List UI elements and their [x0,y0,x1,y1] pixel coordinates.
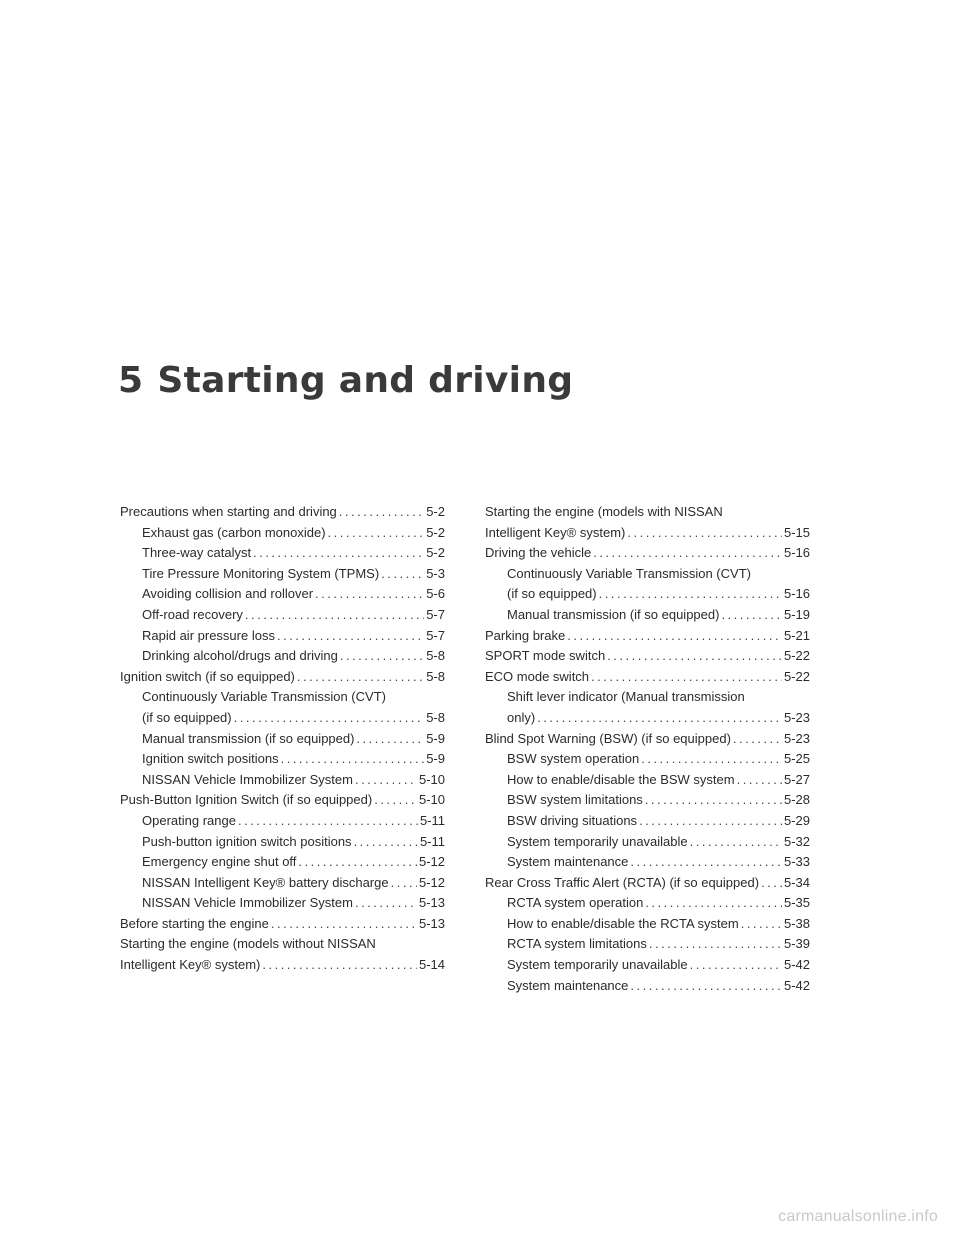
toc-dot-leader [374,790,417,811]
toc-entry[interactable] [485,852,810,873]
toc-entry-title: Manual transmission (if so equipped) [142,730,355,746]
toc-entry-title: Before starting the engine [120,915,269,931]
toc-entry[interactable] [120,667,445,688]
toc-entry-page: 5-10 [418,792,445,808]
toc-dot-leader [277,626,424,647]
toc-entry-title: Blind Spot Warning (BSW) (if so equipped) [485,730,731,746]
toc-dot-leader [733,729,782,750]
toc-entry-title: Tire Pressure Monitoring System (TPMS) [142,565,380,581]
toc-entry-title: Continuously Variable Transmission (CVT) [507,565,751,581]
toc-entry[interactable] [485,873,810,894]
toc-entry-title: Rapid air pressure loss [142,627,275,643]
toc-dot-leader [567,626,782,647]
toc-entry-title: System maintenance [507,854,629,870]
toc-entry[interactable] [485,523,810,544]
toc-entry[interactable] [120,893,445,914]
toc-entry-page: 5-35 [783,895,810,911]
toc-entry[interactable] [485,811,810,832]
toc-entry[interactable] [120,770,445,791]
toc-entry-title: System temporarily unavailable [507,957,688,973]
toc-dot-leader [721,605,782,626]
toc-entry-page: 5-27 [783,771,810,787]
toc-entry-page: 5-15 [783,524,810,540]
toc-entry[interactable] [120,790,445,811]
toc-dot-leader [599,584,782,605]
toc-dot-leader [649,934,782,955]
toc-entry-page: 5-13 [418,915,445,931]
toc-entry-title: NISSAN Vehicle Immobilizer System [142,895,353,911]
footer-watermark: carmanualsonline.info [778,1208,938,1225]
toc-entry-page: 5-2 [426,504,445,519]
toc-dot-leader [253,543,424,564]
toc-entry[interactable] [485,708,810,729]
toc-dot-leader [607,646,782,667]
toc-entry-page: 5-42 [783,957,810,973]
toc-entry-title: Ignition switch positions [142,751,279,767]
toc-entry-title: Drinking alcohol/drugs and driving [142,648,338,664]
toc-entry-page: 5-22 [783,648,810,664]
toc-entry[interactable] [120,934,445,955]
toc-column-right [485,502,810,996]
toc-entry-page: 5-7 [426,627,445,643]
toc-dot-leader [328,523,425,544]
toc-entry[interactable] [485,564,810,585]
toc-entry-page: 5-6 [426,586,445,602]
toc-entry[interactable] [485,955,810,976]
toc-entry[interactable] [120,523,445,544]
toc-entry-title: (if so equipped) [142,709,232,725]
toc-dot-leader [641,749,782,770]
toc-entry-page: 5-13 [418,895,445,911]
toc-dot-leader [630,976,782,997]
toc-dot-leader [355,770,417,791]
toc-dot-leader [537,708,782,729]
toc-entry[interactable] [120,564,445,585]
toc-entry-title: Exhaust gas (carbon monoxide) [142,524,326,540]
toc-entry-page: 5-16 [783,586,810,602]
toc-entry[interactable] [485,626,810,647]
toc-entry[interactable] [120,626,445,647]
toc-entry-title: System maintenance [507,977,629,993]
toc-entry-title: Precautions when starting and driving [120,504,337,519]
toc-entry[interactable] [485,687,810,708]
toc-entry-title: Shift lever indicator (Manual transmission [507,689,745,705]
toc-entry[interactable] [120,584,445,605]
toc-dot-leader [690,832,782,853]
toc-entry-title: NISSAN Vehicle Immobilizer System [142,771,353,787]
toc-entry[interactable] [485,934,810,955]
toc-entry-title: Starting the engine (models with NISSAN [485,504,723,519]
toc-entry-title: Driving the vehicle [485,545,592,561]
toc-dot-leader [315,584,424,605]
toc-entry[interactable] [485,605,810,626]
toc-dot-leader [238,811,418,832]
toc-entry-page: 5-34 [783,874,810,890]
toc-entry-page: 5-25 [783,751,810,767]
toc-entry-page: 5-29 [783,812,810,828]
toc-dot-leader [262,955,417,976]
toc-dot-leader [340,646,424,667]
toc-entry[interactable] [485,976,810,997]
toc-entry-page: 5-8 [426,648,445,664]
toc-dot-leader [391,873,417,894]
toc-entry-page: 5-16 [783,545,810,561]
toc-entry[interactable] [485,729,810,750]
toc-entry-page: 5-38 [783,915,810,931]
toc-entry[interactable] [120,708,445,729]
toc-entry-title: Starting the engine (models without NISSAN [120,936,376,952]
toc-entry-page: 5-21 [783,627,810,643]
toc-dot-leader [234,708,425,729]
toc-entry[interactable] [120,729,445,750]
toc-dot-leader [591,667,782,688]
toc-entry-page: 5-10 [418,771,445,787]
toc-dot-leader [298,852,417,873]
chapter-title [118,360,573,401]
toc-dot-leader [245,605,424,626]
toc-entry-title: BSW system operation [507,751,640,767]
toc-entry-title: ECO mode switch [485,668,590,684]
toc-entry-title: NISSAN Intelligent Key® battery discharge [142,874,389,890]
toc-entry-title: Rear Cross Traffic Alert (RCTA) (if so equipped) [485,874,760,890]
toc-dot-leader [281,749,425,770]
toc-entry-title: Manual transmission (if so equipped) [507,606,720,622]
toc-dot-leader [761,873,782,894]
toc-entry-title: Three-way catalyst [142,545,252,561]
toc-entry[interactable] [120,543,445,564]
toc-entry-title: Intelligent Key® system) [485,524,626,540]
toc-entry-page: 5-8 [426,709,445,725]
toc-entry[interactable] [120,502,445,523]
toc-entry[interactable] [120,605,445,626]
toc-entry[interactable] [485,502,810,523]
toc-entry-title: Avoiding collision and rollover [142,586,314,602]
toc-entry-page: 5-39 [783,936,810,952]
toc-entry[interactable] [485,584,810,605]
toc-entry[interactable] [485,667,810,688]
toc-entry-title: Continuously Variable Transmission (CVT) [142,689,386,705]
toc-dot-leader [627,523,782,544]
toc-entry-title: Push-Button Ignition Switch (if so equipped) [120,792,373,808]
toc-entry[interactable] [485,543,810,564]
toc-entry-title: RCTA system limitations [507,936,647,952]
toc-entry-page: 5-12 [418,874,445,890]
toc-dot-leader [381,564,424,585]
toc-entry[interactable] [120,687,445,708]
toc-entry[interactable] [485,646,810,667]
toc-entry-title: (if so equipped) [507,586,597,602]
toc-entry-page: 5-3 [426,565,445,581]
toc-dot-leader [297,667,424,688]
toc-entry-page: 5-7 [426,606,445,622]
toc-entry-page: 5-11 [419,833,445,849]
toc-entry-page: 5-2 [426,524,445,540]
toc-entry-page: 5-9 [426,751,445,767]
toc-entry[interactable] [120,914,445,935]
toc-dot-leader [645,893,782,914]
toc-entry-title: Off-road recovery [142,606,243,622]
toc-entry-title: Emergency engine shut off [142,854,297,870]
toc-entry-page: 5-23 [783,730,810,746]
toc-entry-title: Operating range [142,812,236,828]
toc-entry[interactable] [120,832,445,853]
toc-entry-page: 5-22 [783,668,810,684]
toc-dot-leader [339,502,424,523]
toc-entry-page: 5-11 [419,812,445,828]
toc-entry-page: 5-9 [426,730,445,746]
toc-entry-page: 5-33 [783,854,810,870]
toc-entry-title: only) [507,709,536,725]
toc-entry[interactable] [485,770,810,791]
toc-entry-page: 5-14 [418,957,445,973]
toc-entry-page: 5-42 [783,977,810,993]
toc-dot-leader [354,832,418,853]
toc-entry-page: 5-23 [783,709,810,725]
toc-dot-leader [690,955,782,976]
toc-entry[interactable] [485,749,810,770]
toc-dot-leader [741,914,782,935]
toc-entry-page: 5-2 [426,545,445,561]
chapter-name: Starting and driving [157,360,574,401]
toc-dot-leader [593,543,782,564]
toc-entry[interactable] [120,646,445,667]
toc-entry[interactable] [120,852,445,873]
toc-entry[interactable] [120,873,445,894]
toc-entry-page: 5-28 [783,792,810,808]
toc-dot-leader [737,770,782,791]
toc-dot-leader [639,811,782,832]
toc-entry-page: 5-19 [783,606,810,622]
toc-entry[interactable] [485,832,810,853]
toc-entry-title: Parking brake [485,627,566,643]
toc-entry-page: 5-32 [783,833,810,849]
toc-entry-title: BSW driving situations [507,812,638,828]
chapter-number: 5 [118,360,144,401]
toc-entry[interactable] [485,790,810,811]
toc-entry-title: SPORT mode switch [485,648,606,664]
toc-dot-leader [356,729,424,750]
toc-entry-title: Intelligent Key® system) [120,957,261,973]
toc-column-left [120,502,445,976]
toc-entry[interactable] [120,811,445,832]
toc-dot-leader [630,852,782,873]
toc-dot-leader [355,893,417,914]
toc-entry-title: BSW system limitations [507,792,643,808]
toc-dot-leader [271,914,417,935]
toc-dot-leader [645,790,782,811]
toc-entry-page: 5-12 [418,854,445,870]
toc-entry[interactable] [485,914,810,935]
toc-entry-page: 5-8 [426,668,445,684]
toc-entry-title: Ignition switch (if so equipped) [120,668,295,684]
toc-entry-title: How to enable/disable the RCTA system [507,915,739,931]
toc-entry[interactable] [120,955,445,976]
toc-entry-title: System temporarily unavailable [507,833,688,849]
toc-entry-title: Push-button ignition switch positions [142,833,352,849]
toc-entry[interactable] [120,749,445,770]
toc-entry[interactable] [485,893,810,914]
toc-entry-title: How to enable/disable the BSW system [507,771,735,787]
toc-entry-title: RCTA system operation [507,895,644,911]
